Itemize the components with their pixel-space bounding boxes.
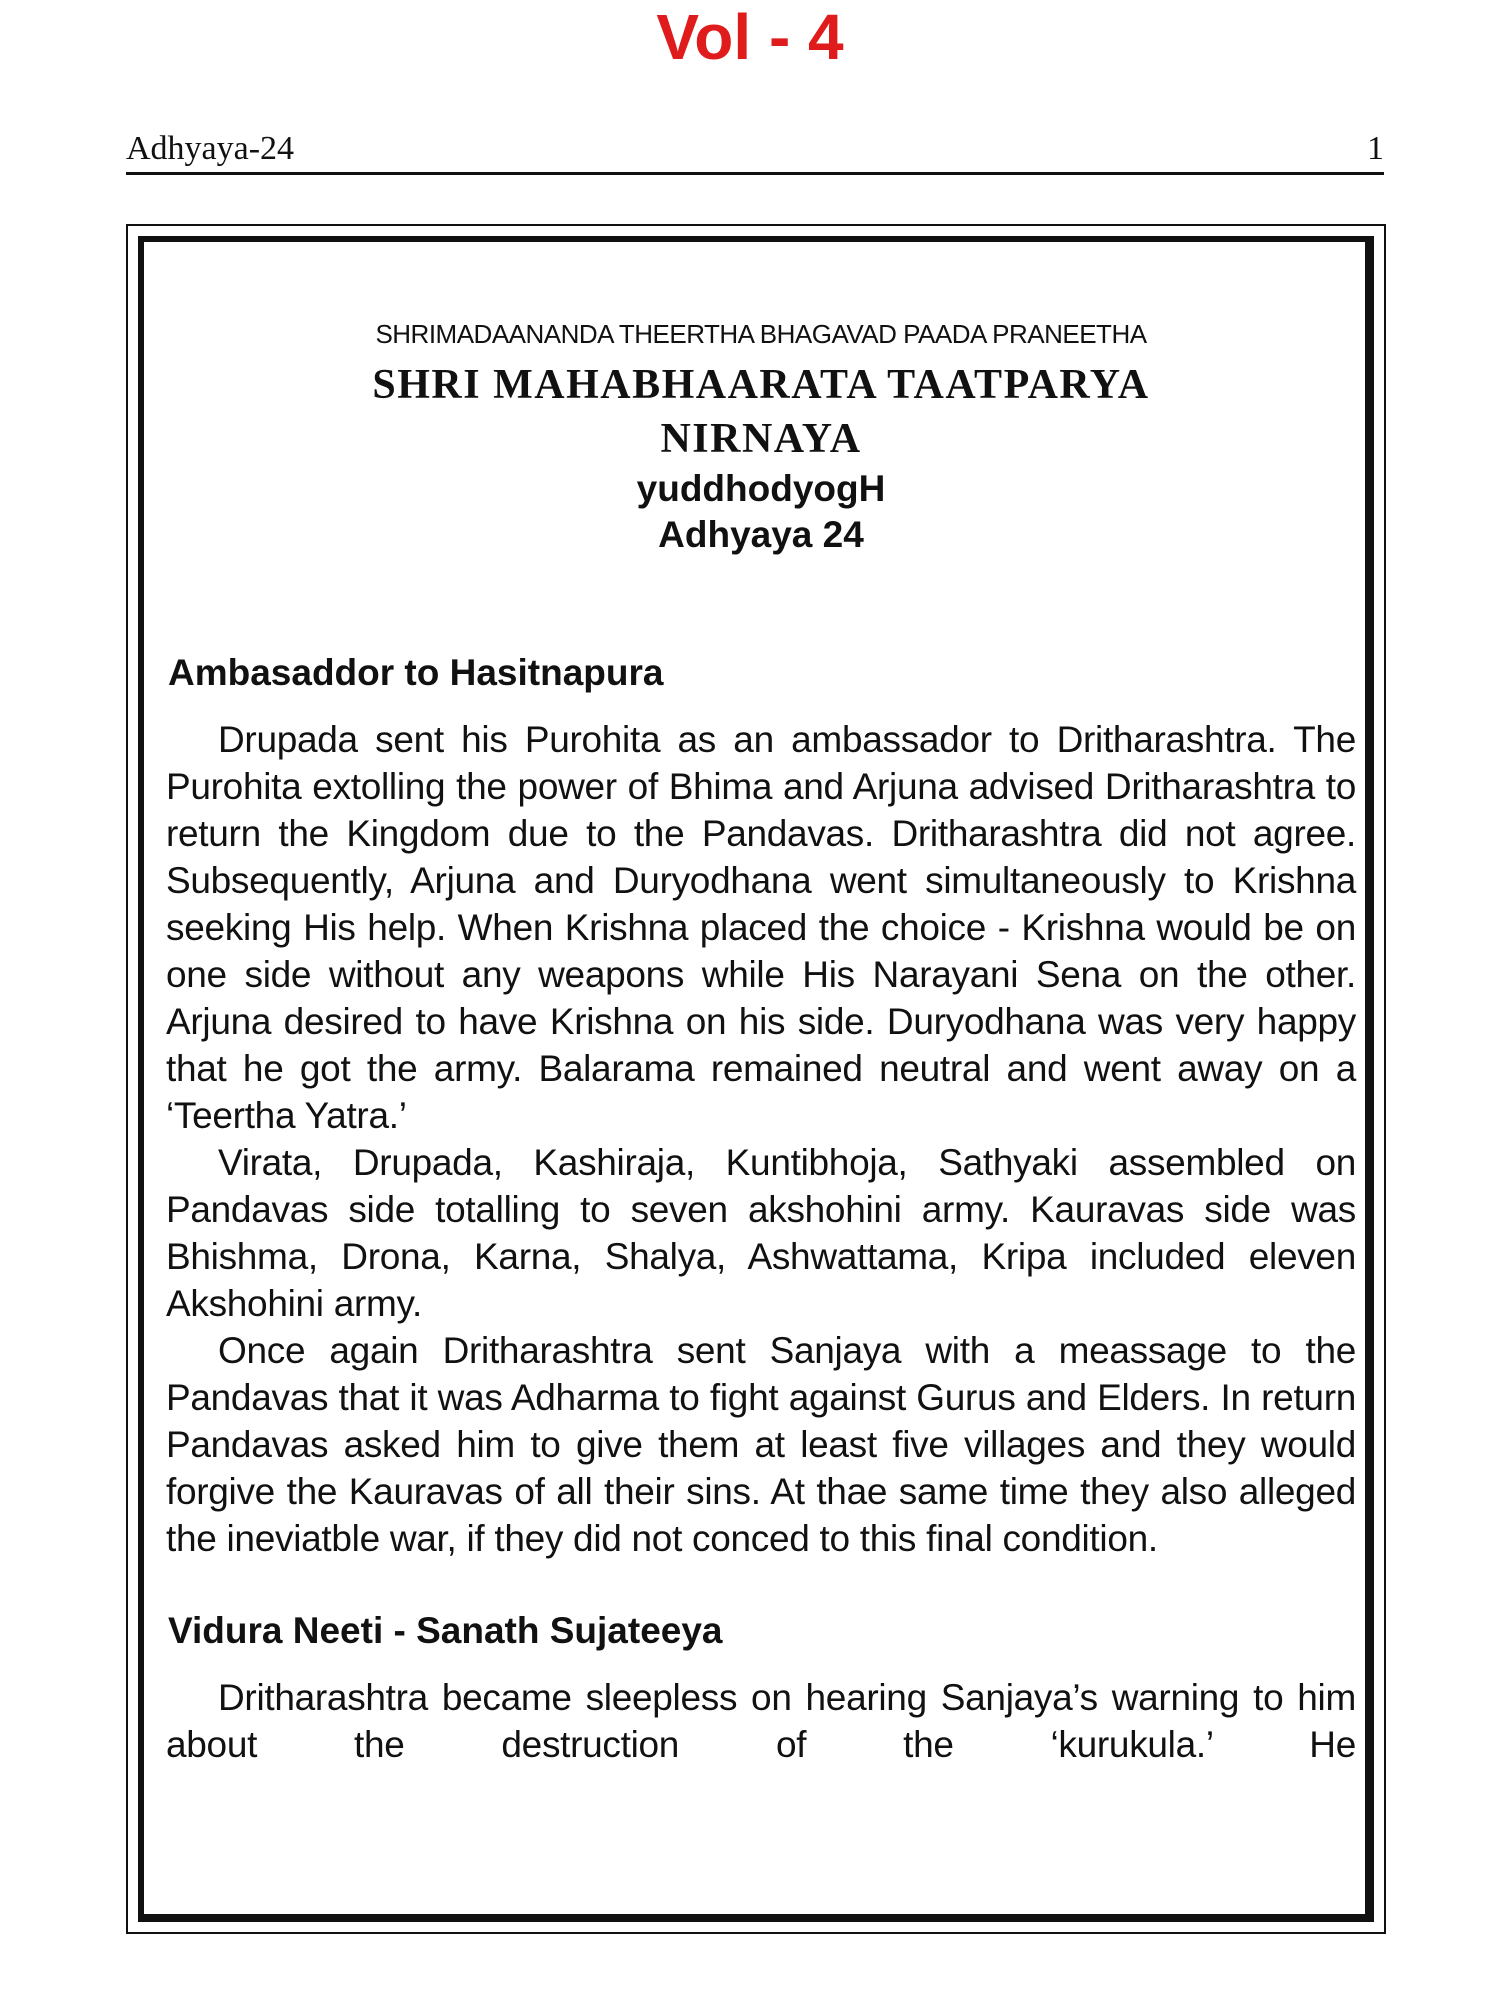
paragraph: Dritharashtra became sleepless on hearing Sanjaya’s warning to him about the destruction of the ‘kurukula.’ He [166,1677,1356,1765]
page-content [166,318,1356,1768]
paragraph: Once again Dritharashtra sent Sanjaya with a meassage to the Pandavas that it was Adharma to fight against Gurus and Elders. In return Pandavas asked him to give them at least five villages and they would forgive the Kauravas of all their sins. At thae same time they also alleged the ineviatble war, if they did not conced to this final condition. [166,1330,1356,1559]
subtitle: yuddhodyogH [636,468,886,509]
chapter-running-title: Adhyaya-24 [126,130,295,167]
page-number: 1 [1367,130,1384,167]
paragraph: Drupada sent his Purohita as an ambassador to Dritharashtra. The Purohita extolling the power of Bhima and Arjuna advised Dritharashtra to return the Kingdom due to the Pandavas. Dritharashtra did not agree. Subsequently, Arjuna and Duryodhana went simultaneously to Krishna seeking His help. When Krishna placed the choice - Krishna would be on one side without any weapons while His Narayani Sena on the other. Arjuna desired to have Krishna on his side. Duryodhana was very happy that he got the army. Balarama remained neutral and went away on a ‘Teertha Yatra.’ [166,719,1356,1136]
adhyaya-title: Adhyaya 24 [658,514,864,555]
paragraph: Virata, Drupada, Kashiraja, Kuntibhoja, Sathyaki assembled on Pandavas side totalling to seven akshohini army. Kauravas side was Bhishma, Drona, Karna, Shalya, Ashwattama, Kripa included eleven Akshohini army. [166,1142,1356,1324]
volume-label: Vol - 4 [656,1,844,73]
section-vidura-neeti [166,1608,1356,1768]
book-title: SHRI MAHABHAARATA TAATPARYA NIRNAYA [372,362,1150,462]
section-ambassador [166,650,1356,1562]
pretitle: SHRIMADAANANDA THEERTHA BHAGAVAD PAADA PRANEETHA [375,319,1147,349]
running-head [126,128,1384,175]
section-heading: Vidura Neeti - Sanath Sujateeya [168,1610,723,1651]
title-block [166,318,1356,558]
section-heading: Ambasaddor to Hasitnapura [168,652,664,693]
